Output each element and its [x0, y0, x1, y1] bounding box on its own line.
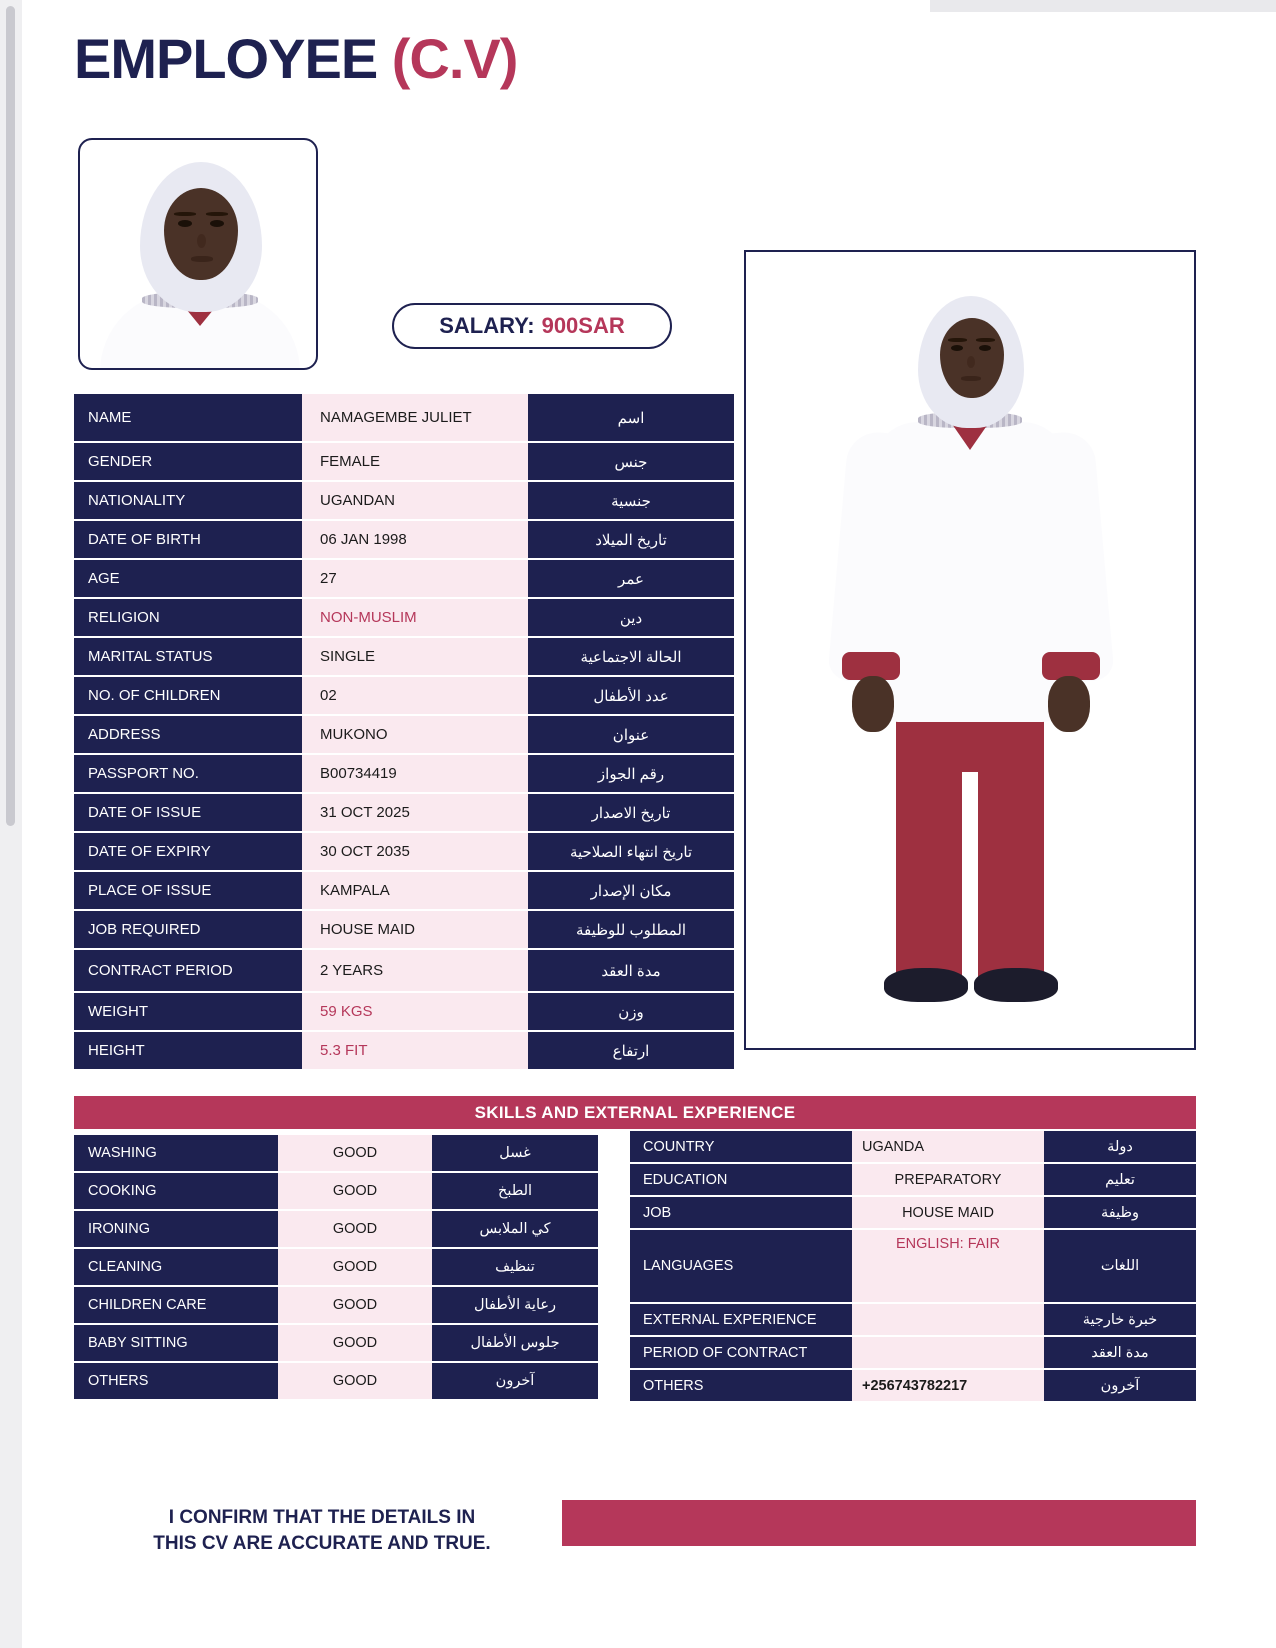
- page-title-accent: (C.V): [391, 27, 518, 90]
- row-value: GOOD: [278, 1287, 432, 1323]
- row-arabic: تنظيف: [432, 1249, 598, 1285]
- table-row: [74, 599, 734, 636]
- row-value: 59 KGS: [302, 993, 528, 1030]
- table-row: [74, 1173, 598, 1209]
- table-row: [74, 1032, 734, 1069]
- row-label: PASSPORT NO.: [74, 755, 302, 792]
- row-label: NATIONALITY: [74, 482, 302, 519]
- row-label: MARITAL STATUS: [74, 638, 302, 675]
- skills-section-banner: SKILLS AND EXTERNAL EXPERIENCE: [74, 1096, 1196, 1129]
- row-label: GENDER: [74, 443, 302, 480]
- row-value: GOOD: [278, 1325, 432, 1361]
- row-label: EXTERNAL EXPERIENCE: [630, 1304, 852, 1335]
- headshot-photo: [78, 138, 318, 370]
- table-row: [630, 1304, 1196, 1335]
- row-arabic: آخرون: [432, 1363, 598, 1399]
- table-row: [74, 1363, 598, 1399]
- row-value: NAMAGEMBE JULIET: [302, 394, 528, 441]
- table-row: [74, 1135, 598, 1171]
- table-row: [630, 1131, 1196, 1162]
- table-row: [74, 1325, 598, 1361]
- row-value: GOOD: [278, 1135, 432, 1171]
- row-value: 31 OCT 2025: [302, 794, 528, 831]
- table-row: [74, 950, 734, 991]
- row-arabic: ارتفاع: [528, 1032, 734, 1069]
- table-row: [74, 1287, 598, 1323]
- row-arabic: وزن: [528, 993, 734, 1030]
- row-arabic: الحالة الاجتماعية: [528, 638, 734, 675]
- row-label: WEIGHT: [74, 993, 302, 1030]
- footer-bar: [562, 1500, 1196, 1546]
- row-value: GOOD: [278, 1363, 432, 1399]
- row-value: B00734419: [302, 755, 528, 792]
- scrollbar-thumb[interactable]: [6, 6, 15, 826]
- row-label: DATE OF EXPIRY: [74, 833, 302, 870]
- row-arabic: جلوس الأطفال: [432, 1325, 598, 1361]
- row-arabic: المطلوب للوظيفة: [528, 911, 734, 948]
- row-value: MUKONO: [302, 716, 528, 753]
- row-label: AGE: [74, 560, 302, 597]
- salary-badge: [392, 303, 672, 349]
- row-label: ADDRESS: [74, 716, 302, 753]
- cv-content: [22, 0, 1276, 1648]
- row-arabic: دين: [528, 599, 734, 636]
- row-label: PERIOD OF CONTRACT: [630, 1337, 852, 1368]
- row-value: HOUSE MAID: [852, 1197, 1044, 1228]
- row-arabic: جنسية: [528, 482, 734, 519]
- skills-table: [74, 1135, 598, 1401]
- row-arabic: اللغات: [1044, 1230, 1196, 1302]
- row-label: JOB REQUIRED: [74, 911, 302, 948]
- row-label: DATE OF ISSUE: [74, 794, 302, 831]
- row-arabic: تاريخ الميلاد: [528, 521, 734, 558]
- row-label: EDUCATION: [630, 1164, 852, 1195]
- row-label: CHILDREN CARE: [74, 1287, 278, 1323]
- row-value: 06 JAN 1998: [302, 521, 528, 558]
- row-value: HOUSE MAID: [302, 911, 528, 948]
- table-row: [74, 1211, 598, 1247]
- row-value: PREPARATORY: [852, 1164, 1044, 1195]
- row-arabic: اسم: [528, 394, 734, 441]
- row-arabic: آخرون: [1044, 1370, 1196, 1401]
- table-row: [74, 716, 734, 753]
- row-label: JOB: [630, 1197, 852, 1228]
- table-row: [630, 1197, 1196, 1228]
- row-value: [852, 1337, 1044, 1368]
- row-label: DATE OF BIRTH: [74, 521, 302, 558]
- row-value: KAMPALA: [302, 872, 528, 909]
- table-row: [74, 1249, 598, 1285]
- row-value: UGANDA: [852, 1131, 1044, 1162]
- row-arabic: تعليم: [1044, 1164, 1196, 1195]
- row-arabic: عمر: [528, 560, 734, 597]
- row-arabic: خبرة خارجية: [1044, 1304, 1196, 1335]
- table-row: [74, 443, 734, 480]
- confirmation-statement: [102, 1505, 542, 1556]
- row-arabic: مدة العقد: [1044, 1337, 1196, 1368]
- row-value: UGANDAN: [302, 482, 528, 519]
- table-row: [630, 1370, 1196, 1401]
- row-arabic: غسل: [432, 1135, 598, 1171]
- row-arabic: مدة العقد: [528, 950, 734, 991]
- row-arabic: رعاية الأطفال: [432, 1287, 598, 1323]
- confirmation-line-2: THIS CV ARE ACCURATE AND TRUE.: [153, 1532, 491, 1554]
- row-arabic: عنوان: [528, 716, 734, 753]
- table-row: [74, 482, 734, 519]
- table-row: [74, 755, 734, 792]
- row-value: 2 YEARS: [302, 950, 528, 991]
- salary-label: SALARY:: [439, 313, 535, 338]
- table-row: [74, 638, 734, 675]
- table-row: [74, 521, 734, 558]
- table-row: [74, 872, 734, 909]
- page-title: [74, 26, 517, 91]
- row-arabic: وظيفة: [1044, 1197, 1196, 1228]
- row-value: 02: [302, 677, 528, 714]
- table-row: [630, 1230, 1196, 1302]
- row-value: GOOD: [278, 1249, 432, 1285]
- row-label: NAME: [74, 394, 302, 441]
- row-value: +256743782217: [852, 1370, 1044, 1401]
- row-value: [852, 1304, 1044, 1335]
- row-arabic: كي الملابس: [432, 1211, 598, 1247]
- row-label: IRONING: [74, 1211, 278, 1247]
- row-label: PLACE OF ISSUE: [74, 872, 302, 909]
- row-arabic: الطبخ: [432, 1173, 598, 1209]
- table-row: [74, 911, 734, 948]
- row-value: GOOD: [278, 1173, 432, 1209]
- table-row: [74, 993, 734, 1030]
- external-experience-table: [630, 1131, 1196, 1403]
- row-label: COUNTRY: [630, 1131, 852, 1162]
- salary-value: 900SAR: [541, 313, 625, 338]
- table-row: [74, 677, 734, 714]
- row-value: FEMALE: [302, 443, 528, 480]
- row-arabic: جنس: [528, 443, 734, 480]
- page-scroll-strip: [0, 0, 22, 1648]
- row-label: OTHERS: [74, 1363, 278, 1399]
- row-arabic: عدد الأطفال: [528, 677, 734, 714]
- row-value: GOOD: [278, 1211, 432, 1247]
- row-label: RELIGION: [74, 599, 302, 636]
- table-row: [74, 560, 734, 597]
- row-label: CONTRACT PERIOD: [74, 950, 302, 991]
- row-label: BABY SITTING: [74, 1325, 278, 1361]
- table-row: [74, 794, 734, 831]
- row-arabic: دولة: [1044, 1131, 1196, 1162]
- row-label: OTHERS: [630, 1370, 852, 1401]
- row-arabic: تاريخ انتهاء الصلاحية: [528, 833, 734, 870]
- row-value: 27: [302, 560, 528, 597]
- table-row: [74, 394, 734, 441]
- row-value: 30 OCT 2035: [302, 833, 528, 870]
- table-row: [630, 1337, 1196, 1368]
- row-label: WASHING: [74, 1135, 278, 1171]
- table-row: [74, 833, 734, 870]
- row-label: HEIGHT: [74, 1032, 302, 1069]
- row-value: 5.3 FIT: [302, 1032, 528, 1069]
- row-arabic: رقم الجواز: [528, 755, 734, 792]
- row-arabic: تاريخ الاصدار: [528, 794, 734, 831]
- row-arabic: مكان الإصدار: [528, 872, 734, 909]
- confirmation-line-1: I CONFIRM THAT THE DETAILS IN: [168, 1507, 476, 1528]
- table-row: [630, 1164, 1196, 1195]
- row-label: NO. OF CHILDREN: [74, 677, 302, 714]
- row-value: NON-MUSLIM: [302, 599, 528, 636]
- row-label: COOKING: [74, 1173, 278, 1209]
- fullbody-photo: [744, 250, 1196, 1050]
- row-value: SINGLE: [302, 638, 528, 675]
- row-label: LANGUAGES: [630, 1230, 852, 1302]
- row-label: CLEANING: [74, 1249, 278, 1285]
- personal-info-table: [74, 394, 734, 1071]
- headshot-image: [94, 152, 306, 370]
- page-title-main: EMPLOYEE: [74, 27, 392, 90]
- row-value: ENGLISH: FAIR: [852, 1230, 1044, 1302]
